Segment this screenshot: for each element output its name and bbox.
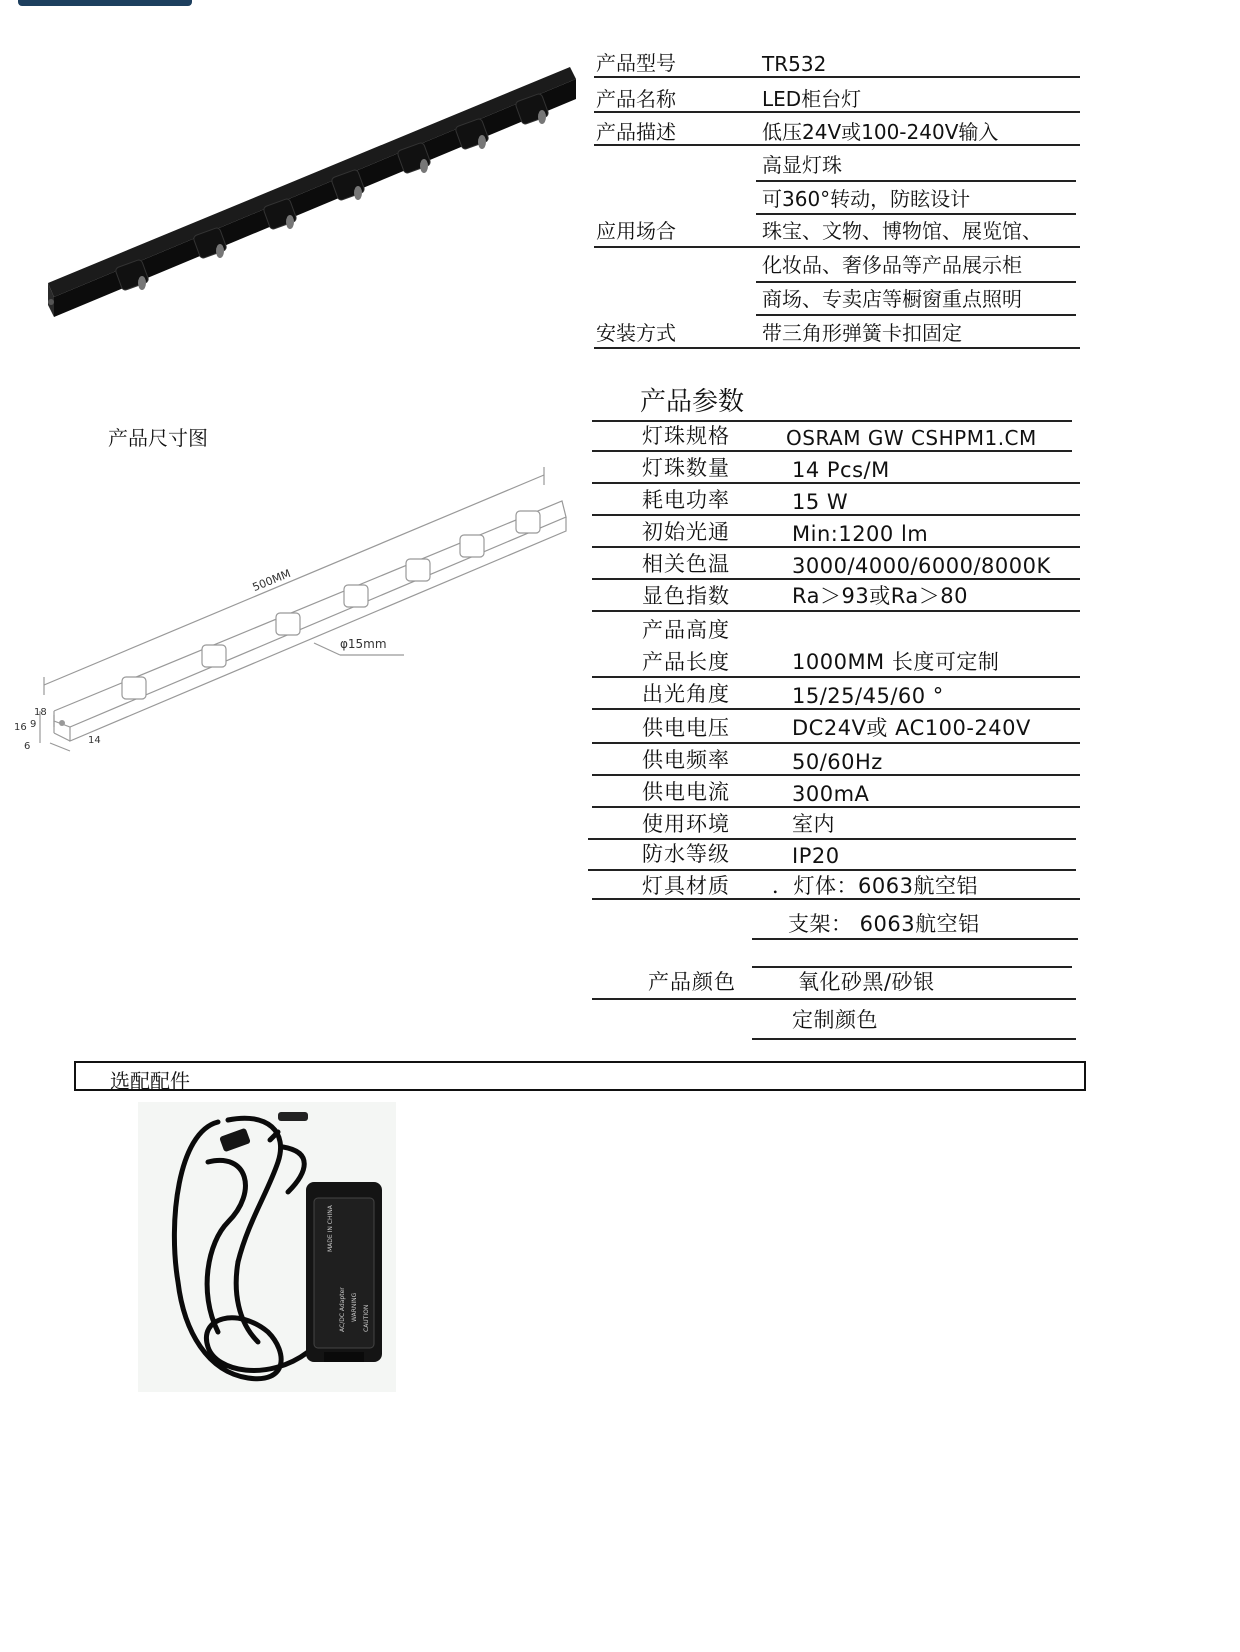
info-row-model xyxy=(594,46,1080,76)
param-row xyxy=(592,452,1082,482)
info-row-description-2 xyxy=(594,148,1080,178)
param-value: 14 Pcs/M xyxy=(792,458,890,482)
dimension-drawing-title: 产品尺寸图 xyxy=(108,426,208,450)
product-photo xyxy=(40,55,580,325)
param-value: 3000/4000/6000/8000K xyxy=(792,554,1051,578)
param-row xyxy=(592,744,1082,774)
info-label: 产品名称 xyxy=(596,87,676,111)
profile-dim-label: 9 xyxy=(30,719,37,730)
param-row xyxy=(592,712,1082,742)
info-row-applications xyxy=(594,214,1080,244)
param-value: Min:1200 lm xyxy=(792,522,929,546)
info-value: LED柜台灯 xyxy=(762,87,862,111)
param-row xyxy=(592,808,1082,838)
info-row-installation xyxy=(594,316,1080,346)
info-value: TR532 xyxy=(762,52,827,76)
param-value: OSRAM GW CSHPM1.CM xyxy=(786,426,1037,450)
param-label: 灯具材质 xyxy=(642,874,730,898)
param-value: ．灯体：6063航空铝 xyxy=(772,874,978,898)
param-value: 室内 xyxy=(792,812,835,836)
param-row xyxy=(592,870,1082,900)
adapter-label-text: AC/DC Adapter xyxy=(339,1287,346,1332)
diameter-dimension-label: φ15mm xyxy=(340,637,387,651)
row-divider xyxy=(592,610,1080,612)
param-label: 产品高度 xyxy=(642,618,730,642)
info-row-description xyxy=(594,115,1080,145)
param-row xyxy=(592,516,1082,546)
param-label: 供电电压 xyxy=(642,716,730,740)
info-label: 安装方式 xyxy=(596,321,676,345)
param-row xyxy=(592,646,1082,676)
param-label: 供电电流 xyxy=(642,780,730,804)
info-label: 产品描述 xyxy=(596,120,676,144)
adapter-label-text: MADE IN CHINA xyxy=(327,1205,334,1252)
param-label: 初始光通 xyxy=(642,520,730,544)
info-row-description-3 xyxy=(594,182,1080,212)
adapter-label-text: CAUTION xyxy=(363,1304,370,1332)
param-value: 1000MM 长度可定制 xyxy=(792,650,1000,674)
param-label: 耗电功率 xyxy=(642,488,730,512)
param-row xyxy=(592,580,1082,610)
row-divider xyxy=(594,144,1080,146)
param-row xyxy=(592,678,1082,708)
param-value: DC24V或 AC100-240V xyxy=(792,716,1031,740)
param-row xyxy=(592,420,1082,450)
param-row xyxy=(592,838,1082,868)
accessories-section xyxy=(74,1061,1086,1091)
param-value: 定制颜色 xyxy=(792,1008,878,1032)
info-row-name xyxy=(594,82,1080,112)
param-value: 15/25/45/60 ° xyxy=(792,684,944,708)
profile-dim-label: 16 xyxy=(14,722,27,733)
param-row xyxy=(592,908,1082,938)
param-row xyxy=(592,548,1082,578)
param-label: 相关色温 xyxy=(642,552,730,576)
param-row xyxy=(592,776,1082,806)
row-divider xyxy=(594,76,1080,78)
info-row-applications-3 xyxy=(594,282,1080,312)
row-divider xyxy=(594,111,1080,113)
param-label: 防水等级 xyxy=(642,842,730,866)
info-value: 化妆品、奢侈品等产品展示柜 xyxy=(762,253,1022,277)
params-title: 产品参数 xyxy=(640,387,745,417)
param-value: 支架： 6063航空铝 xyxy=(788,912,980,936)
param-label: 产品长度 xyxy=(642,650,730,674)
row-divider xyxy=(752,1038,1076,1040)
param-row xyxy=(592,1004,1082,1034)
adapter-label-text: WARNING xyxy=(351,1292,358,1322)
length-dimension-label: 500MM xyxy=(250,566,293,594)
info-value: 可360°转动，防眩设计 xyxy=(762,187,971,211)
info-value: 珠宝、文物、博物馆、展览馆、 xyxy=(762,219,1042,243)
param-label: 灯珠数量 xyxy=(642,456,730,480)
info-row-applications-2 xyxy=(594,248,1080,278)
param-value: Ra＞93或Ra＞80 xyxy=(792,584,968,608)
row-divider xyxy=(752,938,1078,940)
accessories-title: 选配配件 xyxy=(110,1069,190,1093)
param-label: 显色指数 xyxy=(642,584,730,608)
param-label: 供电频率 xyxy=(642,748,730,772)
header-logo-strip xyxy=(18,0,192,6)
param-label: 出光角度 xyxy=(642,682,730,706)
info-label: 应用场合 xyxy=(596,219,676,243)
param-value: 50/60Hz xyxy=(792,750,883,774)
profile-dim-label: 6 xyxy=(24,741,31,752)
param-value: IP20 xyxy=(792,844,840,868)
info-value: 高显灯珠 xyxy=(762,153,842,177)
param-label: 灯珠规格 xyxy=(642,424,730,448)
param-value: 15 W xyxy=(792,490,849,514)
param-label: 使用环境 xyxy=(642,812,730,836)
info-value: 带三角形弹簧卡扣固定 xyxy=(762,321,962,345)
row-divider xyxy=(592,998,1076,1000)
param-value: 300mA xyxy=(792,782,870,806)
info-label: 产品型号 xyxy=(596,51,676,75)
row-divider xyxy=(594,347,1080,349)
param-value: 氧化砂黑/砂银 xyxy=(798,970,935,994)
param-label: 产品颜色 xyxy=(648,970,736,994)
profile-dim-label: 18 xyxy=(34,707,47,718)
profile-dim-label: 14 xyxy=(88,735,101,746)
param-row xyxy=(592,484,1082,514)
info-value: 低压24V或100-240V输入 xyxy=(762,120,999,144)
row-divider xyxy=(592,708,1080,710)
param-row xyxy=(592,614,1082,644)
row-divider xyxy=(592,898,1080,900)
info-value: 商场、专卖店等橱窗重点照明 xyxy=(762,287,1022,311)
dimension-drawing xyxy=(14,465,574,765)
param-row xyxy=(598,966,1088,996)
power-adapter-photo xyxy=(138,1102,396,1392)
